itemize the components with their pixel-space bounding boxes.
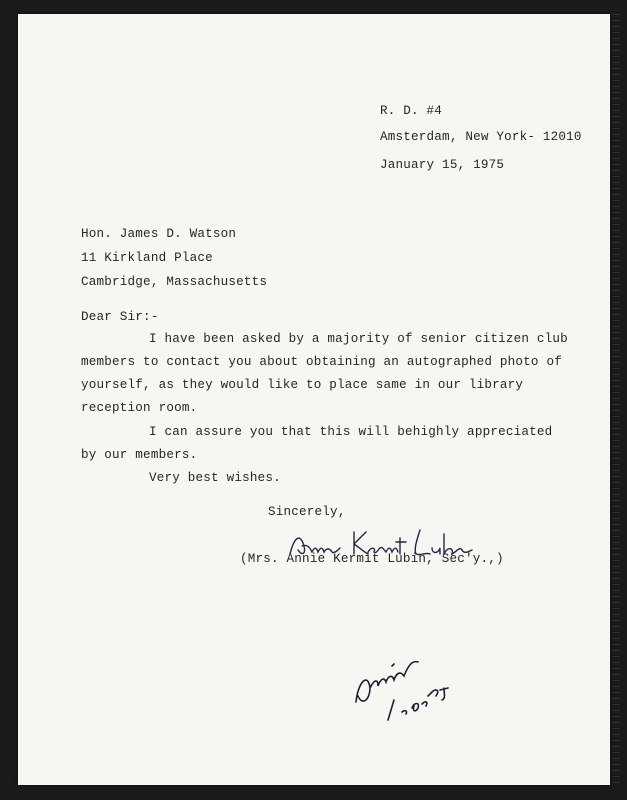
sender-address-line1: R. D. #4: [380, 104, 443, 118]
typed-signatory-name: (Mrs. Annie Kermit Lubin, Sec'y.,): [240, 552, 504, 566]
body-line: members to contact you about obtaining an autographed photo of: [81, 355, 562, 369]
body-line: by our members.: [81, 448, 198, 462]
body-line: I have been asked by a majority of senior citizen club: [149, 332, 568, 346]
sender-address-line2: Amsterdam, New York- 12010: [380, 130, 582, 144]
scan-edge: [612, 14, 620, 785]
recipient-city: Cambridge, Massachusetts: [81, 275, 268, 289]
handwritten-answered-note: [348, 642, 468, 732]
body-line: yourself, as they would like to place same in our library: [81, 378, 524, 392]
body-line: reception room.: [81, 401, 198, 415]
letter-date: January 15, 1975: [380, 158, 505, 172]
body-line: I can assure you that this will behighly appreciated: [149, 425, 553, 439]
valediction: Sincerely,: [268, 505, 346, 519]
recipient-street: 11 Kirkland Place: [81, 251, 213, 265]
recipient-name: Hon. James D. Watson: [81, 227, 237, 241]
letter-page: [18, 14, 610, 785]
body-line: Very best wishes.: [149, 471, 281, 485]
salutation: Dear Sir:-: [81, 310, 159, 324]
